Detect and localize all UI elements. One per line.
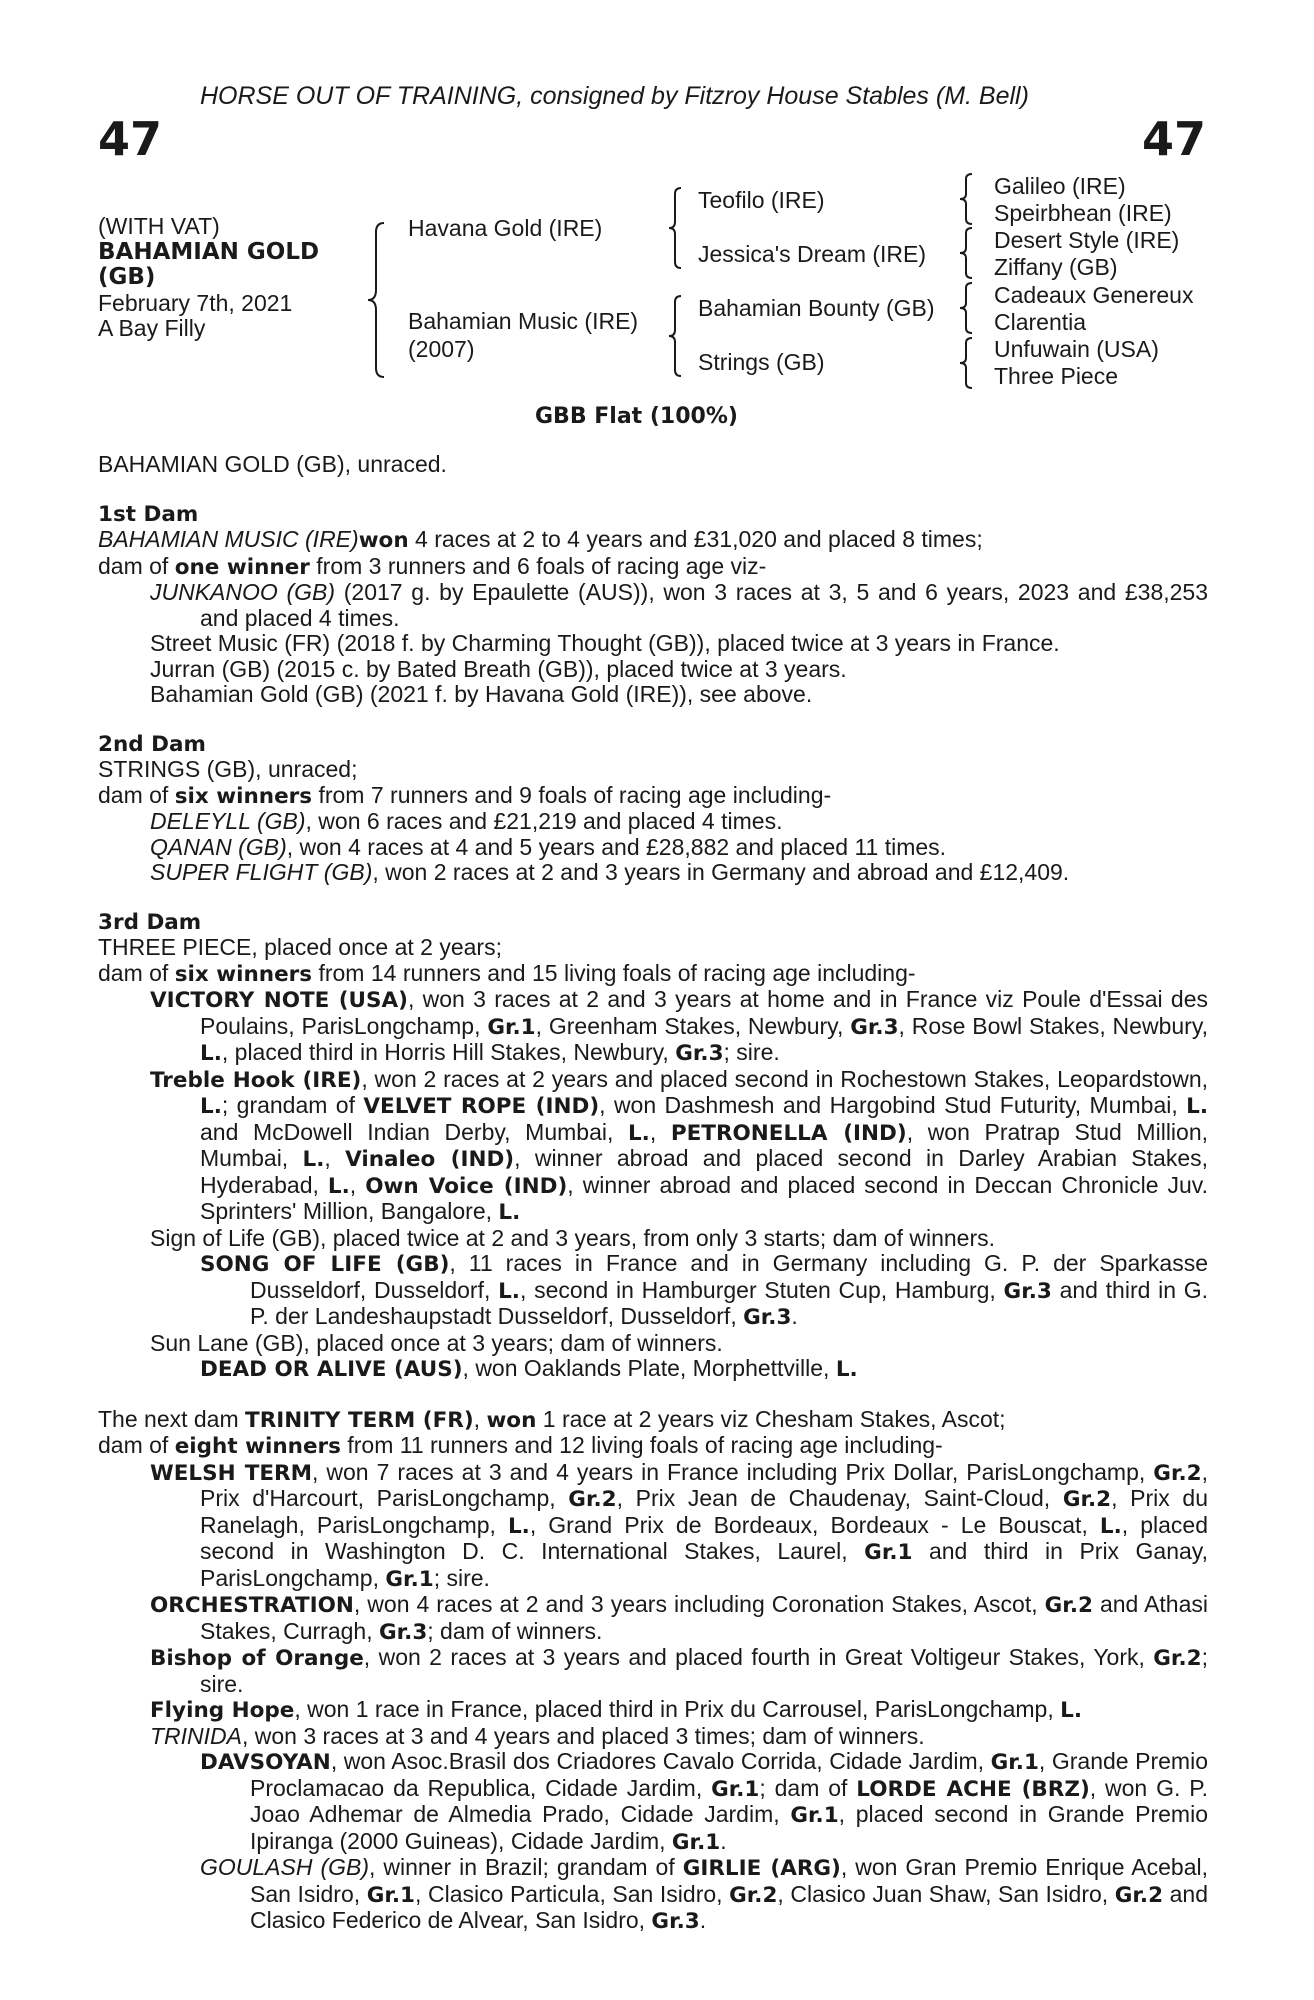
text: , won 3 races at 3 and 4 years and placed 3 times; dam of winners. [242,1722,925,1749]
text: , won 2 races at 2 years and placed second in Rochestown Stakes, Leopardstown, [361,1065,1208,1092]
grade: Gr.2 [1114,1882,1164,1908]
won-label: won [358,528,409,553]
grade: Gr.2 [729,1882,778,1908]
grade: Gr.1 [864,1540,913,1565]
text: , won 1 race in France, placed third in Prix du Carrousel, ParisLongchamp, [294,1696,1061,1722]
progeny-entry [98,1697,1208,1724]
record-text: , won 6 races and £21,219 and placed 4 times. [305,808,783,834]
grade: Gr.1 [990,1750,1039,1775]
grade: L. [302,1147,325,1172]
first-dam-heading: 1st Dam [98,501,199,527]
grade: Gr.2 [1044,1593,1093,1618]
progeny-entry [98,1724,1208,1750]
text: , second in Hamburger Stuten Cup, Hamburg, [519,1276,1004,1303]
winners-count: one winner [174,554,310,580]
text: , Rose Bowl Stakes, Newbury, [898,1012,1208,1039]
progeny-entry [98,1356,1208,1383]
grade: Gr.1 [366,1882,416,1908]
text: , [649,1118,671,1145]
text: 1 race at 2 years viz Chesham Stakes, Ascot; [536,1405,1006,1432]
progeny-name: Flying Hope [150,1698,295,1723]
grade: Gr.1 [711,1776,760,1802]
progeny-entry: Street Music (FR) (2018 f. by Charming Thought (GB)), placed twice at 3 years in France. [150,630,1060,656]
grade: Gr.3 [378,1619,428,1645]
pedigree-g2: Speirbhean (IRE) [994,200,1172,226]
progeny-name: DELEYLL (GB) [150,808,306,834]
grade: Gr.1 [385,1566,434,1592]
third-dam-line: THREE PIECE, placed once at 2 years; [98,934,502,960]
text: , won 2 races at 3 years and placed fourth in Great Voltigeur Stakes, York, [363,1644,1154,1670]
text: , won 7 races at 3 and 4 years in France including Prix Dollar, ParisLongchamp, [312,1458,1154,1485]
pedigree-brace-g4 [958,336,978,390]
text: , won 4 races at 2 and 3 years including Coronation Stakes, Ascot, [353,1591,1045,1617]
progeny-name: Treble Hook (IRE) [150,1067,362,1093]
text: , won Pratrap Stud Million, Mumbai, [200,1118,1209,1171]
text: , won G. P. Joao Adhemar de Almedia Prado, Cidade Jardim, [250,1774,1208,1827]
won-label: won [486,1407,537,1433]
text: , placed third in Horris Hill Stakes, Newbury, [221,1039,676,1065]
text: and third in Prix Ganay, ParisLongchamp, [200,1538,1208,1591]
horse-identity [98,214,358,342]
text: , Prix du Ranelagh, ParisLongchamp, [200,1485,1208,1538]
progeny-name: VELVET ROPE (IND) [363,1094,600,1119]
third-dam-heading: 3rd Dam [98,909,202,935]
record-text: 4 races at 2 to 4 years and £31,020 and placed 8 times; [408,526,983,552]
text: ; sire. [433,1564,490,1591]
lot-number-left: 47 [98,112,163,166]
text: and third in G. P. der Landeshaupstadt Dusseldorf, Dusseldorf, [250,1276,1209,1329]
pedigree-dam-sire: Bahamian Bounty (GB) [698,295,935,321]
text: , won Asoc.Brasil dos Criadores Cavalo Corrida, Cidade Jardim, [330,1748,991,1774]
third-dam-produce [98,961,1208,988]
progeny-entry: Sun Lane (GB), placed once at 3 years; dam of winners. [150,1329,723,1356]
pedigree-brace-sire [667,186,687,270]
pedigree-g4: Ziffany (GB) [994,254,1118,280]
pedigree-dam: Bahamian Music (IRE) [408,308,639,334]
text: ; sire. [723,1039,780,1065]
progeny-name: SUPER FLIGHT (GB) [150,859,373,885]
pedigree-dam-year: (2007) [408,336,475,362]
progeny-name: GIRLIE (ARG) [682,1856,841,1881]
grade: Gr.3 [675,1041,724,1066]
grade: L. [507,1513,530,1539]
text: . [699,1907,707,1933]
progeny-name: DAVSOYAN [200,1750,331,1775]
text: dam of [98,1432,175,1458]
pedigree-sire-sire: Teofilo (IRE) [698,187,825,213]
pedigree-g5: Cadeaux Genereux [994,282,1194,308]
text: , won Dashmesh and Hargobind Stud Futurity, Mumbai, [599,1092,1187,1118]
text: dam of [98,552,175,579]
pedigree-g8: Three Piece [994,363,1119,389]
text: , winner abroad and placed second in Darley Arabian Stakes, Hyderabad, [200,1145,1208,1198]
text: from 11 runners and 12 living foals of racing age including- [340,1432,943,1458]
progeny-name: PETRONELLA (IND) [670,1120,907,1146]
pedigree-sire: Havana Gold (IRE) [408,215,603,241]
progeny-name: GOULASH (GB) [200,1854,369,1880]
progeny-name: ORCHESTRATION [150,1593,354,1618]
progeny-name: TRINIDA [150,1722,242,1749]
progeny-name: Own Voice (IND) [365,1173,568,1199]
grade: Gr.3 [1003,1278,1052,1304]
grade: L. [200,1041,222,1066]
winners-count: six winners [174,961,313,987]
text: . [720,1827,727,1854]
grade: L. [498,1200,521,1225]
progeny-entry [98,580,1208,631]
horse-description: A Bay Filly [98,315,206,341]
pedigree-brace-main [366,220,390,380]
text: , won Gran Premio Enrique Acebal, San Isidro, [250,1854,1208,1907]
grade: L. [200,1094,222,1119]
progeny-name: QANAN (GB) [150,833,287,860]
progeny-name: SONG OF LIFE (GB) [200,1252,450,1277]
next-dam-name: TRINITY TERM (FR) [245,1407,474,1433]
text: , Clasico Juan Shaw, San Isidro, [777,1880,1115,1907]
text: , Prix d'Harcourt, ParisLongchamp, [200,1458,1208,1511]
progeny-entry: Jurran (GB) (2015 c. by Bated Breath (GB)), placed twice at 3 years. [150,655,847,682]
grade: Gr.1 [790,1803,839,1828]
text: . [791,1303,798,1329]
progeny-entry [98,835,1208,861]
text: from 7 runners and 9 foals of racing age including- [312,781,832,808]
progeny-name: Bishop of Orange [150,1646,364,1671]
grade: L. [498,1278,520,1304]
text: , Clasico Particula, San Isidro, [415,1880,730,1907]
grade: L. [835,1357,858,1382]
catalogue-body [98,452,1208,1935]
text: , Grand Prix de Bordeaux, Bordeaux - Le Bouscat, [529,1511,1100,1538]
grade: L. [327,1173,350,1199]
grade: Gr.3 [743,1305,792,1330]
grade: Gr.1 [487,1014,536,1040]
record-text: (2017 g. by Epaulette (AUS)), won 3 races at 3, 5 and 6 years, 2023 and £38,253 and placed 4 times. [200,579,1208,631]
text: , placed second in Grande Premio Ipiranga (2000 Guineas), Cidade Jardim, [250,1801,1208,1854]
text: from 3 runners and 6 foals of racing age viz- [309,552,767,579]
pedigree-dam-dam: Strings (GB) [698,349,825,375]
winners-count: eight winners [174,1434,341,1459]
text: from 14 runners and 15 living foals of racing age including- [312,959,916,986]
grade: L. [1186,1094,1209,1119]
grade: Gr.3 [850,1014,899,1040]
next-dam-produce [98,1433,1208,1460]
pedigree-g7: Unfuwain (USA) [994,336,1159,362]
record-text: , won 4 races at 4 and 5 years and £28,882 and placed 11 times. [286,833,947,860]
text: , Grande Premio Proclamacao da Republica, Cidade Jardim, [250,1748,1208,1801]
catalogue-header: HORSE OUT OF TRAINING, consigned by Fitzroy House Stables (M. Bell) [200,82,1029,110]
text: , placed second in Washington D. C. International Stakes, Laurel, [200,1511,1209,1564]
pedigree-brace-dam [667,294,687,378]
horse-origin: (GB) [98,264,156,290]
second-dam-heading: 2nd Dam [98,731,206,757]
grade: Gr.2 [1153,1646,1202,1671]
text: The next dam [98,1405,246,1432]
text: , 11 races in France and in Germany including G. P. der Sparkasse Dusseldorf, Dusseldorf, [250,1250,1208,1303]
grade: L. [627,1120,650,1146]
pedigree-g3: Desert Style (IRE) [994,227,1180,253]
intro-line: BAHAMIAN GOLD (GB), unraced. [98,451,447,477]
pedigree-brace-g3 [958,281,978,335]
first-dam-line [98,527,1208,554]
progeny-entry [98,1855,1208,1935]
gbb-label: GBB Flat (100%) [535,404,738,429]
text: , [349,1171,366,1198]
pedigree-brace-g2 [958,226,978,280]
progeny-name: Vinaleo (IND) [345,1147,515,1172]
text: and Clasico Federico de Alvear, San Isidro, [250,1880,1209,1933]
lot-number-right: 47 [1142,112,1207,166]
progeny-name: JUNKANOO (GB) [150,579,336,605]
text: ; grandam of [221,1092,364,1118]
text: ; dam of [759,1774,857,1801]
foaling-date: February 7th, 2021 [98,289,293,316]
text: , winner abroad and placed second in Deccan Chronicle Juv. Sprinters' Million, Bangalore, [200,1171,1208,1224]
grade: Gr.1 [671,1829,721,1855]
progeny-entry: Bahamian Gold (GB) (2021 f. by Havana Gold (IRE)), see above. [150,681,813,707]
progeny-entry [98,1067,1208,1226]
grade: L. [1099,1513,1122,1539]
grade: L. [1060,1698,1082,1723]
progeny-name: WELSH TERM [150,1460,312,1486]
progeny-name: LORDE ACHE (BRZ) [856,1776,1090,1802]
progeny-name: DEAD OR ALIVE (AUS) [200,1357,463,1382]
record-text: , won 2 races at 2 and 3 years in Germany and abroad and £12,409. [372,859,1070,885]
text: dam of [98,959,175,986]
text: , [324,1145,346,1171]
progeny-entry [98,1251,1208,1331]
progeny-entry [98,1645,1208,1697]
first-dam-produce [98,554,1208,581]
pedigree-sire-dam: Jessica's Dream (IRE) [698,241,927,267]
vat-note: (WITH VAT) [98,213,220,239]
text: , won Oaklands Plate, Morphettville, [462,1355,836,1381]
progeny-name: VICTORY NOTE (USA) [150,988,408,1013]
progeny-entry [98,860,1208,886]
pedigree-brace-g1 [958,172,978,226]
winners-count: six winners [174,783,313,809]
text: , Greenham Stakes, Newbury, [535,1012,851,1039]
pedigree-g6: Clarentia [994,309,1087,335]
text: , won 3 races at 2 and 3 years at home and in France viz Poule d'Essai des Poulains, ParisLongchamp, [200,986,1208,1039]
text: , winner in Brazil; grandam of [369,1854,683,1880]
next-dam-line [98,1407,1208,1434]
text: ; sire. [200,1644,1208,1697]
text: ; dam of winners. [427,1617,603,1644]
pedigree-g1: Galileo (IRE) [994,173,1126,199]
progeny-entry: Sign of Life (GB), placed twice at 2 and 3 years, from only 3 starts; dam of winners. [150,1224,995,1251]
grade: Gr.3 [651,1909,700,1934]
horse-name: BAHAMIAN GOLD [98,238,320,265]
progeny-entry [98,1592,1208,1645]
progeny-entry [98,809,1208,835]
progeny-entry [98,1749,1208,1855]
grade: Gr.2 [1062,1487,1112,1512]
text: and Athasi Stakes, Curragh, [200,1591,1208,1644]
progeny-entry [98,1460,1208,1593]
text: , Prix Jean de Chaudenay, Saint-Cloud, [616,1485,1063,1511]
first-dam-name: BAHAMIAN MUSIC (IRE) [98,526,359,552]
second-dam-line: STRINGS (GB), unraced; [98,756,358,782]
progeny-entry [98,987,1208,1067]
text: , [473,1405,487,1432]
second-dam-produce [98,783,1208,810]
text: and McDowell Indian Derby, Mumbai, [200,1118,628,1145]
grade: Gr.2 [568,1487,617,1512]
text: dam of [98,781,175,808]
grade: Gr.2 [1153,1460,1202,1486]
